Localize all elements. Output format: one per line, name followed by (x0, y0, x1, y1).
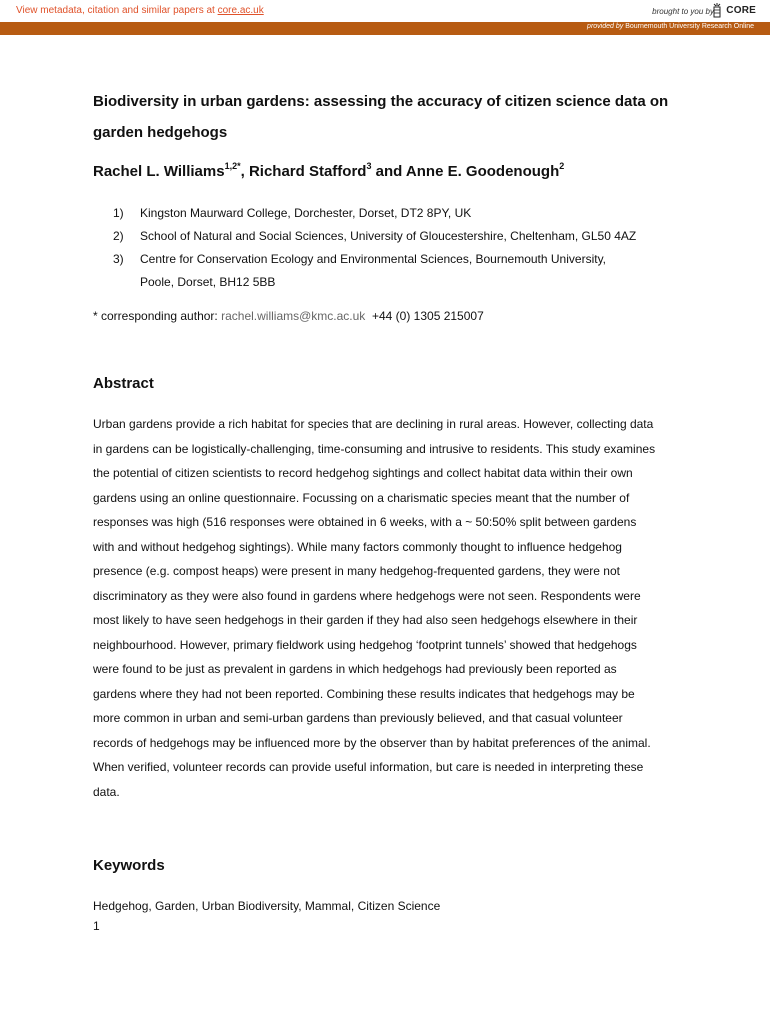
author-affiliation-marker: 3 (366, 161, 372, 171)
abstract-line: were found to be just as prevalent in gardens in which hedgehogs had previously been reported as (93, 662, 617, 676)
abstract-line: data. (93, 784, 120, 799)
abstract-line: most likely to have seen hedgehogs in their garden if they had also seen hedgehogs elsewhere in their (93, 613, 638, 627)
corresponding-author (93, 309, 484, 323)
provided-by-label: provided by (587, 23, 624, 30)
affiliation-text: School of Natural and Social Sciences, University of Gloucestershire, Cheltenham, GL50 4AZ (140, 229, 637, 243)
provided-by-text (587, 23, 754, 30)
abstract-line: presence (e.g. compost heaps) were present in many hedgehog-frequented gardens, they were not (93, 564, 620, 578)
affiliation-number: 2) (113, 229, 124, 243)
page-number: 1 (93, 919, 100, 933)
affiliation-number: 3) (113, 252, 124, 266)
abstract-line: gardens where they had not been reported. Combining these results indicates that hedgehogs may be (93, 686, 635, 701)
keywords-list: Hedgehog, Garden, Urban Biodiversity, Mammal, Citizen Science (93, 899, 441, 913)
corresponding-email[interactable]: rachel.williams@kmc.ac.uk (221, 309, 366, 323)
abstract-line: When verified, volunteer records can provide useful information, but care is needed in interpreting these (93, 760, 644, 774)
abstract-line: neighbourhood. However, primary fieldwork using hedgehog ‘footprint tunnels’ showed that hedgehogs (93, 637, 637, 652)
abstract-line: Urban gardens provide a rich habitat for species that are declining in rural areas. However, collecting data (93, 417, 654, 431)
affiliation-item-continued (113, 271, 673, 294)
core-logo-icon (711, 2, 723, 18)
author-list (93, 161, 564, 180)
abstract-line: the potential of citizen scientists to record hedgehog sightings and collect habitat data within their own (93, 466, 633, 480)
corresponding-phone: +44 (0) 1305 215007 (371, 309, 484, 323)
affiliation-item (113, 248, 673, 271)
abstract-line: gardens using an online questionnaire. Focussing on a charismatic species meant that the number of (93, 490, 630, 505)
abstract-line: records of hedgehogs may be influenced more by the observer than by habitat preferences of the animal. (93, 735, 651, 750)
brought-to-you-label: brought to you by (652, 7, 714, 16)
keywords-heading: Keywords (93, 857, 165, 874)
abstract-line: discriminatory as they were also found in gardens where hedgehogs were not seen. Respondents were (93, 588, 641, 603)
abstract-body (93, 412, 683, 804)
abstract-line: in gardens can be logistically-challenging, time-consuming and intrusive to residents. This study examines (93, 441, 656, 456)
author-separator: , (240, 163, 249, 180)
author-affiliation-marker: 2 (559, 161, 565, 171)
affiliation-text: Poole, Dorset, BH12 5BB (140, 275, 276, 289)
abstract-heading: Abstract (93, 375, 154, 392)
core-logo[interactable] (711, 2, 756, 18)
author-affiliation-marker: 1,2* (224, 161, 241, 171)
metadata-link-text (16, 5, 264, 16)
core-ac-uk-link[interactable]: core.ac.uk (217, 5, 264, 16)
affiliation-number: 1) (113, 206, 124, 220)
abstract-line: responses was high (516 responses were obtained in 6 weeks, with a ~ 50:50% split between gardens (93, 515, 637, 529)
metadata-prefix: View metadata, citation and similar papers at (16, 5, 218, 16)
abstract-line: with and without hedgehog sightings). While many factors commonly thought to influence hedgehog (93, 539, 622, 554)
core-banner (0, 0, 770, 22)
provided-by-name: Bournemouth University Research Online (625, 23, 754, 30)
core-label: CORE (726, 4, 756, 16)
affiliation-text: Kingston Maurward College, Dorchester, Dorset, DT2 8PY, UK (140, 206, 472, 220)
affiliation-text: Centre for Conservation Ecology and Environmental Sciences, Bournemouth University, (140, 252, 607, 266)
affiliation-item (113, 225, 673, 248)
author-name: Anne E. Goodenough (405, 163, 560, 180)
provided-by-bar (0, 22, 770, 35)
author-name: Richard Stafford (248, 163, 367, 180)
corresponding-prefix: * corresponding author: (93, 309, 222, 323)
affiliation-item (113, 202, 673, 225)
author-separator: and (371, 163, 406, 180)
paper-title: Biodiversity in urban gardens: assessing the accuracy of citizen science data on garden hedgehogs (93, 93, 669, 141)
author-name: Rachel L. Williams (93, 163, 225, 180)
abstract-line: more common in urban and semi-urban gardens than previously believed, and that casual volunteer (93, 711, 623, 725)
